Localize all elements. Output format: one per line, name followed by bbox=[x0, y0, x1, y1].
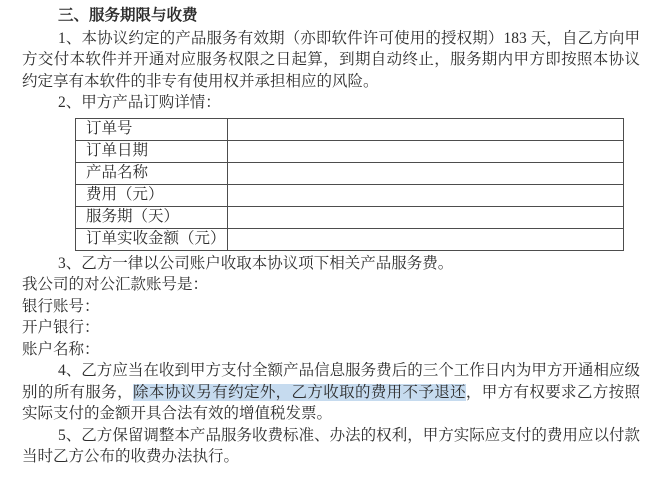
field-label-cell: 订单实收金额（元） bbox=[76, 228, 228, 250]
clause-4 bbox=[22, 360, 640, 425]
bank-line: 银行账号： bbox=[22, 297, 100, 315]
clause-3: 3、乙方一律以公司账户收取本协议项下相关产品服务费。 bbox=[58, 254, 454, 272]
field-value-cell bbox=[228, 162, 624, 184]
table-row bbox=[76, 140, 624, 162]
clause-5: 5、乙方保留调整本产品服务收费标准、办法的权利，甲方实际应支付的费用应以付款当时乙方公布的收费办法执行。 bbox=[22, 426, 640, 465]
field-value-cell bbox=[228, 206, 624, 228]
table-row bbox=[76, 206, 624, 228]
clause-4-pre-text: 4、乙方应当在收到甲方支付全额产品信息服务费后的三个工作日内为甲方开通相应级别的所有服务， bbox=[22, 362, 640, 401]
clause-1: 1、本协议约定的产品服务有效期（亦即软件许可使用的授权期）183 天，自乙方向甲方交付本软件并开通对应服务权限之日起算，到期自动终止，服务期内甲方即按照本协议约定享有本软件的非专有使用权并承担相应的风险。 bbox=[22, 29, 640, 90]
field-label-cell: 订单日期 bbox=[76, 140, 228, 162]
field-value-cell bbox=[228, 184, 624, 206]
field-value-cell bbox=[228, 140, 624, 162]
clause-4-post-text: ，甲方有权要求乙方按照实际支付的金额开具合法有效的增值税发票。 bbox=[22, 383, 640, 422]
bank-lines-container bbox=[22, 296, 640, 361]
bank-line: 账户名称： bbox=[22, 340, 100, 358]
bank-intro-line: 我公司的对公汇款账号是： bbox=[22, 276, 209, 293]
order-details-table bbox=[75, 118, 624, 251]
field-value-cell bbox=[228, 228, 624, 250]
field-value-cell bbox=[228, 118, 624, 140]
field-label-cell: 产品名称 bbox=[76, 162, 228, 184]
table-row bbox=[76, 118, 624, 140]
table-row bbox=[76, 162, 624, 184]
table-row bbox=[76, 228, 624, 250]
bank-line: 开户银行： bbox=[22, 319, 100, 336]
field-label-cell: 费用（元） bbox=[76, 184, 228, 206]
clause-4-highlighted-text: 除本协议另有约定外，乙方收取的费用不予退还 bbox=[132, 383, 466, 401]
table-row bbox=[76, 184, 624, 206]
field-label-cell: 服务期（天） bbox=[76, 206, 228, 228]
clause-2: 2、甲方产品订购详情： bbox=[58, 94, 221, 111]
order-table-body bbox=[76, 118, 624, 250]
section-heading: 三、服务期限与收费 bbox=[58, 7, 198, 24]
field-label-cell: 订单号 bbox=[76, 118, 228, 140]
